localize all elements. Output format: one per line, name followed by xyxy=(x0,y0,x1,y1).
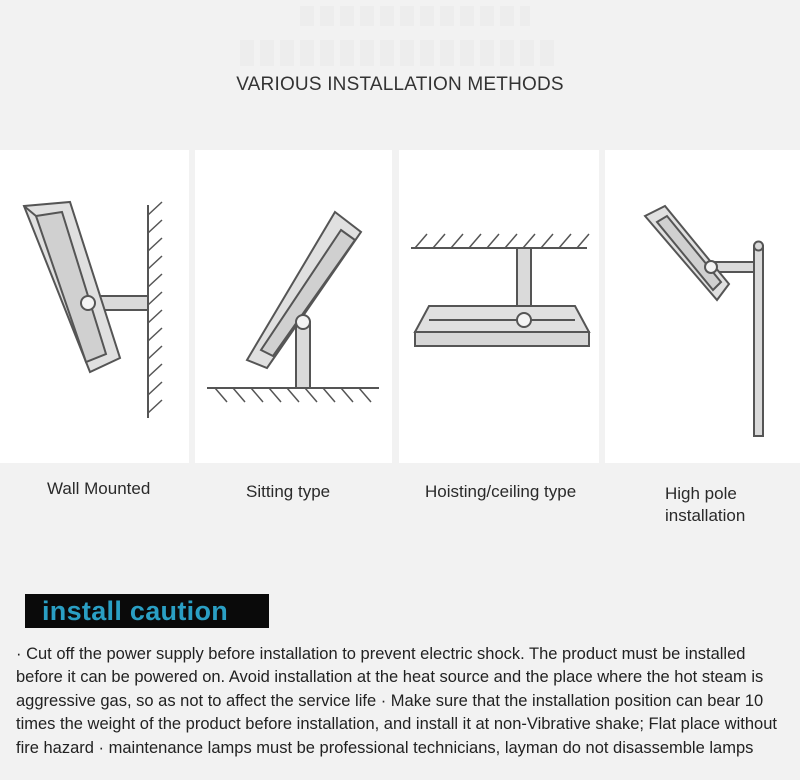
wall-mount-lamp-icon xyxy=(0,150,189,463)
page-title: VARIOUS INSTALLATION METHODS xyxy=(236,74,564,95)
method-panel-ceiling xyxy=(399,150,599,463)
caution-title: install caution xyxy=(42,596,229,626)
method-label-sitting: Sitting type xyxy=(246,482,331,501)
method-panel-wall xyxy=(0,150,189,463)
method-label-pole-line2: installation xyxy=(665,506,746,525)
caution-text: · Cut off the power supply before installation to prevent electric shock. The product must be installed before it can be powered on. Avoid installation at the heat source and the place where the hot steam is aggressive gas, so as not to affect the service life · Make sure that the installation position can bear 10 times the weight of the product before installation, and install it at non-Vibrative shake; Flat place without fire hazard · maintenance lamps must be professional technicians, layman do not disassemble lamps xyxy=(16,645,777,757)
faded-banner-text xyxy=(240,40,560,66)
pole-lamp-icon xyxy=(605,150,800,463)
method-panel-sitting xyxy=(195,150,392,463)
ceiling-lamp-icon xyxy=(399,150,599,463)
method-label-ceiling: Hoisting/ceiling type xyxy=(425,482,577,501)
sitting-lamp-icon xyxy=(195,150,392,463)
method-label-pole xyxy=(665,483,745,527)
method-label-wall: Wall Mounted xyxy=(47,479,151,498)
method-label-pole-line1: High pole xyxy=(665,484,737,503)
method-panel-pole xyxy=(605,150,800,463)
faded-banner-text xyxy=(300,6,530,26)
